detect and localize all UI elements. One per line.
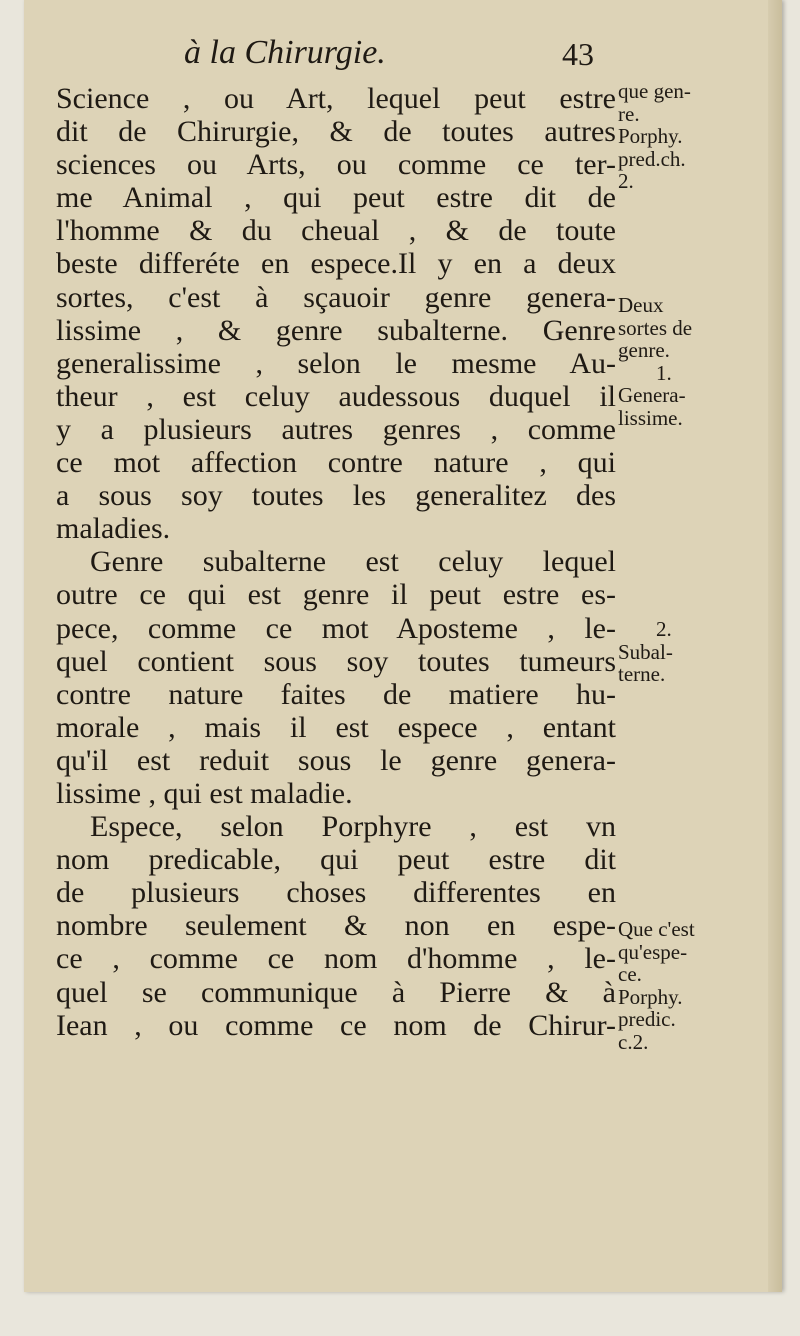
text-line: ce mot affection contre nature , qui: [56, 446, 616, 480]
text-line: y a plusieurs autres genres , comme: [56, 412, 616, 446]
page-header: [24, 30, 782, 80]
text-line: lissime , & genre subalterne. Genre: [56, 313, 616, 347]
note-line: lissime.: [618, 405, 683, 430]
note-line: 2.: [618, 169, 634, 193]
margin-note-espece: [618, 918, 768, 1053]
note-line: Subal-: [618, 639, 673, 664]
note-line: c.2.: [618, 1029, 649, 1054]
text-line: contre nature faites de matiere hu-: [56, 677, 616, 711]
text-line: Science , ou Art, lequel peut estre: [56, 82, 616, 115]
book-page: [24, 0, 782, 1292]
paragraph-2: [56, 545, 616, 810]
margin-note-subalterne: [618, 618, 768, 686]
text-line: sortes, c'est à sçauoir genre genera-: [56, 280, 616, 314]
text-line: beste differéte en espece.Il y en a deux: [56, 247, 616, 281]
text-line: pece, comme ce mot Aposteme , le-: [56, 611, 616, 645]
note-line: Porphy.: [618, 984, 683, 1009]
text-line: a sous soy toutes les generalitez des: [56, 479, 616, 513]
paragraph-3: [56, 810, 616, 1042]
text-line: l'homme & du cheual , & de toute: [56, 214, 616, 248]
note-line: Genera-: [618, 383, 686, 407]
text-line: me Animal , qui peut estre dit de: [56, 181, 616, 215]
note-line: 2.: [656, 617, 672, 641]
text-line: nombre seulement & non en espe-: [56, 909, 616, 943]
paragraph-1: [56, 82, 616, 545]
note-line: terne.: [618, 662, 666, 686]
text-line: theur , est celuy audessous duquel il: [56, 379, 616, 413]
text-line: quel se communique à Pierre & à: [56, 975, 616, 1009]
text-line: sciences ou Arts, ou comme ce ter-: [56, 148, 616, 182]
text-line: ce , comme ce nom d'homme , le-: [56, 942, 616, 976]
text-line: qu'il est reduit sous le genre genera-: [56, 743, 616, 777]
note-line: Porphy.: [618, 124, 683, 148]
text-line: morale , mais il est espece , entant: [56, 710, 616, 744]
note-line: Que c'est: [618, 917, 695, 941]
note-line: 1.: [656, 360, 672, 385]
text-line: generalissime , selon le mesme Au-: [56, 346, 616, 380]
text-line: Espece, selon Porphyre , est vn: [90, 810, 616, 844]
note-line: pred.ch.: [618, 146, 686, 171]
note-line: ce.: [618, 962, 642, 986]
note-line: genre.: [618, 338, 670, 362]
text-line: Iean , ou comme ce nom de Chirur-: [56, 1008, 616, 1042]
text-line: Genre subalterne est celuy lequel: [90, 545, 616, 579]
main-text: [56, 82, 616, 1042]
running-title: à la Chirurgie.: [184, 34, 386, 71]
text-line: quel contient sous soy toutes tumeurs: [56, 644, 616, 678]
text-line: dit de Chirurgie, & de toutes autres: [56, 115, 616, 149]
note-line: sortes de: [618, 315, 693, 340]
margin-note-deux-sortes: [618, 294, 768, 429]
text-line: outre ce qui est genre il peut estre es-: [56, 578, 616, 612]
text-line: nom predicable, qui peut estre dit: [56, 843, 616, 877]
note-line: Deux: [618, 293, 664, 317]
note-line: que gen-: [618, 79, 691, 103]
margin-note-genre: [618, 80, 768, 193]
page-edge: [768, 0, 782, 1292]
text-line: lissime , qui est maladie.: [56, 776, 353, 810]
note-line: qu'espe-: [618, 939, 688, 964]
note-line: predic.: [618, 1007, 676, 1031]
text-line: maladies.: [56, 512, 171, 546]
text-line: de plusieurs choses differentes en: [56, 876, 616, 910]
page-number: 43: [562, 36, 594, 72]
note-line: re.: [618, 101, 640, 126]
